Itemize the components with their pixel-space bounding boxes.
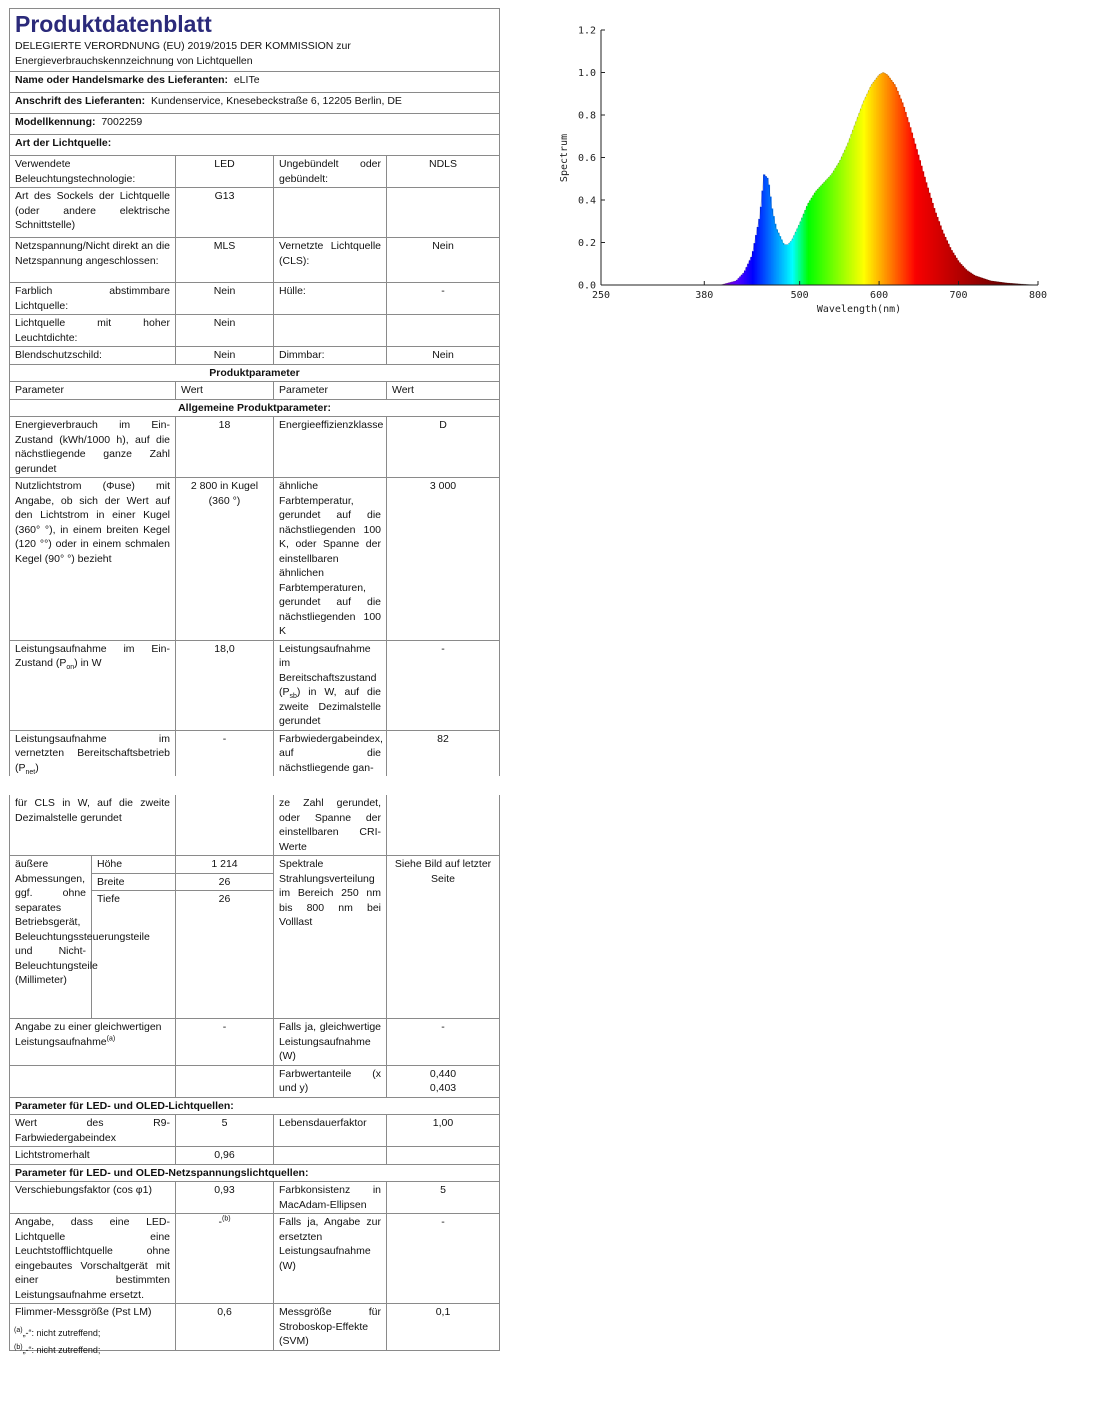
mains-label: Netzspannung/Nicht direkt an die Netzspannung angeschlossen:	[10, 238, 176, 283]
x-tick-label: 250	[591, 290, 611, 301]
x-axis-label: Wavelength(nm)	[816, 304, 902, 315]
envelope-value: -	[387, 283, 500, 315]
energy-label: Energieverbrauch im Ein-Zustand (kWh/1000 h), auf die nächstliegende ganze Zahl gerundet	[10, 417, 176, 478]
footnote-a: $^{(a)}$„-“: nicht zutreffend;	[14, 1327, 101, 1338]
dimmable-value: Nein	[387, 347, 500, 365]
col-value-1: Wert	[176, 382, 274, 400]
spectrum-label: Spektrale Strahlungsverteilung im Bereich 250 nm bis 800 nm bei Volllast	[274, 856, 387, 1019]
dimensions-label: äußere Abmessungen, ggf. ohne separates Betriebsgerät, Beleuchtungssteuerungsteile und Nicht-Beleuchtungsteile (Millimeter)	[10, 856, 92, 1019]
pnet-label-cont: für CLS in W, auf die zweite Dezimalstelle gerundet	[10, 795, 176, 856]
cri-value: 82	[387, 730, 500, 776]
x-tick-label: 800	[1028, 290, 1048, 301]
survival-value: 1,00	[387, 1115, 500, 1147]
width-value: 26	[176, 873, 274, 891]
page-title: Produktdatenblatt	[15, 11, 212, 37]
connected-value: Nein	[387, 238, 500, 283]
replace-w-value: -	[387, 1214, 500, 1304]
width-label: Breite	[92, 873, 176, 891]
tunable-label: Farblich abstimmbare Lichtquelle:	[10, 283, 176, 315]
supplier-address-label: Anschrift des Lieferanten:	[15, 95, 146, 107]
equiv-w-label: Falls ja, gleichwertige Leistungsaufnahme (W)	[274, 1019, 387, 1066]
directional-label: Ungebündelt oder gebündelt:	[274, 156, 387, 188]
regulation-subtitle: DELEGIERTE VERORDNUNG (EU) 2019/2015 DER KOMMISSION zur Energieverbrauchskennzeichnung von Lichtquellen	[15, 40, 351, 67]
cct-value: 3 000	[387, 478, 500, 641]
col-value-2: Wert	[387, 382, 500, 400]
x-tick-label: 600	[870, 290, 889, 301]
cct-label: ähnliche Farbtemperatur, gerundet auf die nächstliegenden 100 K, oder Spanne der einstellbaren ähnlichen Farbtemperaturen, gerundet auf die nächstliegenden 100 K	[274, 478, 387, 641]
high-luminance-label: Lichtquelle mit hoher Leuchtdichte:	[10, 315, 176, 347]
x-tick-label: 700	[949, 290, 968, 301]
replace-value: -$^{(b)}$	[176, 1214, 274, 1304]
cos-label: Verschiebungsfaktor (cos φ1)	[10, 1182, 176, 1214]
pon-label: Leistungsaufnahme im Ein-Zustand $(P_{on})$ in W	[10, 640, 176, 730]
chromaticity-label: Farbwertanteile (x und y)	[274, 1065, 387, 1097]
datasheet-table-part2	[9, 795, 500, 1351]
energy-value: 18	[176, 417, 274, 478]
flicker-value: 0,6	[176, 1304, 274, 1351]
consistency-label: Farbkonsistenz in MacAdam-Ellipsen	[274, 1182, 387, 1214]
equiv-w-value: -	[387, 1019, 500, 1066]
col-param-2: Parameter	[274, 382, 387, 400]
psb-label: Leistungsaufnahme im Bereitschaftszustand $(P_{sb})$ in W, auf die zweite Dezimalstelle gerundet	[274, 640, 387, 730]
energy-class-label: Energieeffizienzklasse	[274, 417, 387, 478]
tech-label: Verwendete Beleuchtungstechnologie:	[10, 156, 176, 188]
led-params-header: Parameter für LED- und OLED-Lichtquellen:	[10, 1097, 500, 1115]
r9-label: Wert des R9-Farbwiedergabeindex	[10, 1115, 176, 1147]
spectrum-value: Siehe Bild auf letzter Seite	[387, 856, 500, 1019]
directional-value: NDLS	[387, 156, 500, 188]
r9-value: 5	[176, 1115, 274, 1147]
replace-w-label: Falls ja, Angabe zur ersetzten Leistungsaufnahme (W)	[274, 1214, 387, 1304]
x-tick-label: 500	[790, 290, 809, 301]
maintenance-value: 0,96	[176, 1147, 274, 1165]
chromaticity-value: 0,440 0,403	[387, 1065, 500, 1097]
cos-value: 0,93	[176, 1182, 274, 1214]
flicker-label: Flimmer-Messgröße (Pst LM)	[10, 1304, 176, 1351]
mains-value: MLS	[176, 238, 274, 283]
supplier-name-label: Name oder Handelsmarke des Lieferanten:	[15, 74, 228, 86]
spectrum-bars	[704, 73, 1038, 286]
pnet-label: Leistungsaufnahme im vernetzten Bereitschaftsbetrieb $(P_{net})$	[10, 730, 176, 776]
light-source-header: Art der Lichtquelle:	[10, 135, 500, 156]
svm-label: Messgröße für Stroboskop-Effekte (SVM)	[274, 1304, 387, 1351]
supplier-address-value: Kundenservice, Knesebeckstraße 6, 12205 Berlin, DE	[150, 95, 402, 107]
y-tick-label: 0.0	[577, 280, 596, 292]
footnote-b: $^{(b)}$„-“: nicht zutreffend;	[14, 1344, 101, 1355]
svm-value: 0,1	[387, 1304, 500, 1351]
datasheet-table-part1	[9, 8, 500, 776]
consistency-value: 5	[387, 1182, 500, 1214]
y-tick-label: 1.2	[577, 25, 596, 37]
shield-label: Blendschutzschild:	[10, 347, 176, 365]
mains-params-header: Parameter für LED- und OLED-Netzspannungslichtquellen:	[10, 1164, 500, 1182]
tech-value: LED	[176, 156, 274, 188]
cri-label: Farbwiedergabeindex, auf die nächstliegende gan-	[274, 730, 387, 776]
maintenance-label: Lichtstromerhalt	[10, 1147, 176, 1165]
cap-label: Art des Sockels der Lichtquelle (oder andere elektrische Schnittstelle)	[10, 188, 176, 238]
flux-value: 2 800 in Kugel (360 °)	[176, 478, 274, 641]
model-value: 7002259	[101, 116, 143, 128]
psb-value: -	[387, 640, 500, 730]
energy-class-value: D	[387, 417, 500, 478]
y-tick-label: 0.2	[577, 238, 596, 249]
envelope-label: Hülle:	[274, 283, 387, 315]
height-label: Höhe	[92, 856, 176, 874]
replace-label: Angabe, dass eine LED-Lichtquelle eine Leuchtstofflichtquelle ohne eingebautes Vorschaltgerät mit einer bestimmten Leistungsaufnahme ersetzt.	[10, 1214, 176, 1304]
equiv-label: Angabe zu einer gleichwertigen Leistungsaufnahme$^{(a)}$	[10, 1019, 176, 1066]
height-value: 1 214	[176, 856, 274, 874]
cri-label-cont: ze Zahl gerundet, oder Spanne der einstellbaren CRI-Werte	[274, 795, 387, 856]
general-params-header: Allgemeine Produktparameter:	[10, 399, 500, 417]
tunable-value: Nein	[176, 283, 274, 315]
cap-value: G13	[176, 188, 274, 238]
dimmable-label: Dimmbar:	[274, 347, 387, 365]
spectrum-chart	[550, 18, 1060, 328]
shield-value: Nein	[176, 347, 274, 365]
y-tick-label: 0.6	[577, 153, 596, 164]
y-tick-label: 0.8	[577, 110, 596, 122]
col-param-1: Parameter	[10, 382, 176, 400]
connected-label: Vernetzte Lichtquelle (CLS):	[274, 238, 387, 283]
supplier-name-value: eLITe	[233, 74, 260, 86]
model-label: Modellkennung:	[15, 116, 96, 128]
y-tick-label: 0.4	[577, 195, 596, 207]
high-luminance-value: Nein	[176, 315, 274, 347]
y-tick-label: 1.0	[577, 68, 596, 79]
equiv-value: -	[176, 1019, 274, 1066]
depth-label: Tiefe	[92, 891, 176, 1019]
product-params-header: Produktparameter	[10, 364, 500, 382]
x-tick-label: 380	[695, 290, 714, 301]
y-axis-label: Spectrum	[559, 133, 570, 183]
survival-label: Lebensdauerfaktor	[274, 1115, 387, 1147]
pon-value: 18,0	[176, 640, 274, 730]
flux-label: Nutzlichtstrom (Φuse) mit Angabe, ob sich der Wert auf den Lichtstrom in einer Kugel (360° °), in einem breiten Kegel (120 °°) oder in einem schmalen Kegel (90° °) bezieht	[10, 478, 176, 641]
pnet-value: -	[176, 730, 274, 776]
depth-value: 26	[176, 891, 274, 1019]
